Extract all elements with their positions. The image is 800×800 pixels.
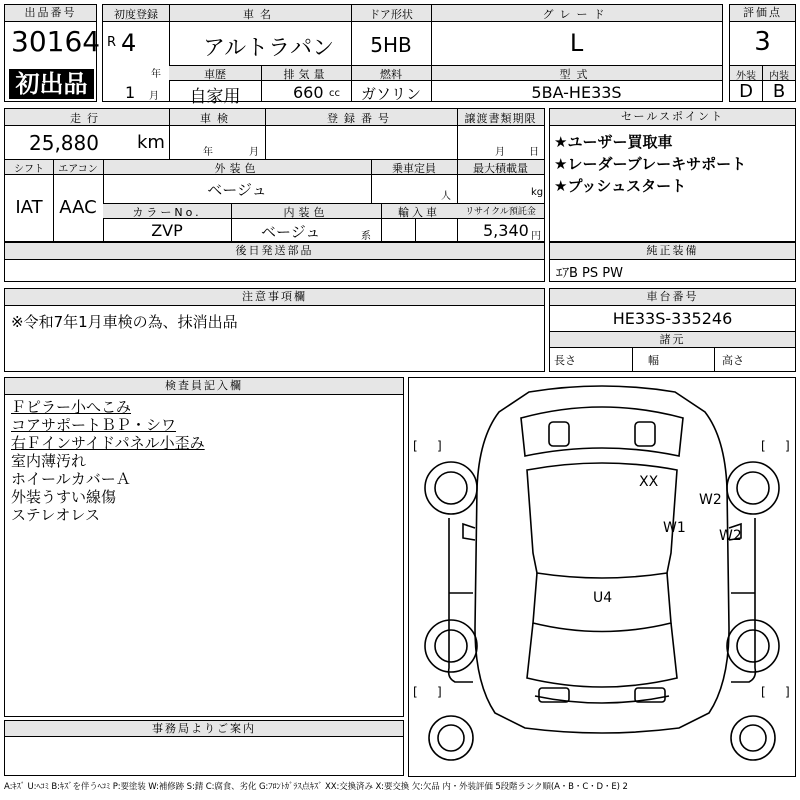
- aircon-value: AAC: [59, 197, 97, 218]
- later-parts-label: 後日発送部品: [5, 243, 544, 260]
- int-score: B: [772, 81, 786, 102]
- legend: A:ｷｽﾞ U:ﾍｺﾐ B:ｷｽﾞを伴うﾍｺﾐ P:要塗装 W:補修跡 S:錆 C:腐食、劣化 G:ﾌﾛﾝﾄｶﾞﾗｽ点ｷｽﾞ XX:交換済み X:要交換 欠:欠品 内・外装評価 5段階ランク順(A・B・C・D・E) 2: [4, 782, 628, 792]
- color-no-value: ZVP: [151, 221, 183, 240]
- svg-text:]: ]: [437, 439, 442, 453]
- aircon-label: エアコン: [58, 164, 98, 175]
- svg-text:[: [: [761, 439, 766, 453]
- chassis-label: 車台番号: [550, 289, 795, 306]
- shift-label: シフト: [14, 164, 44, 175]
- inspector-line-4: 室内薄汚れ: [11, 452, 87, 470]
- transfer-day-unit: 日: [529, 147, 539, 158]
- dim-length: 長さ: [554, 354, 576, 367]
- svg-text:[: [: [413, 439, 418, 453]
- inspector-line-6: 外装うすい線傷: [11, 488, 117, 506]
- reg-label: 初度登録: [114, 8, 158, 21]
- recycle-value: 5,340: [483, 221, 529, 240]
- damage-mark-roof: XX: [639, 474, 659, 490]
- sales-point-3: ★プッシュスタート: [554, 177, 687, 195]
- inspection-label: 車検: [200, 112, 234, 125]
- recycle-label: リサイクル預託金: [465, 207, 536, 217]
- damage-mark-right-pillar: W1: [663, 520, 686, 536]
- recycle-unit: 円: [531, 231, 541, 242]
- int-label: 内装: [769, 71, 789, 82]
- svg-text:]: ]: [437, 685, 442, 699]
- history-label: 車歴: [204, 68, 226, 81]
- sales-point-1: ★ユーザー買取車: [554, 133, 673, 151]
- inspector-line-3: 右Ｆインサイドパネル小歪み: [11, 434, 205, 452]
- car-diagram: [408, 377, 796, 777]
- svg-text:]: ]: [785, 439, 790, 453]
- ext-score: D: [739, 81, 753, 102]
- inspector-line-7: ステレオレス: [11, 506, 100, 524]
- svg-text:[: [: [761, 685, 766, 699]
- notes: [4, 288, 545, 372]
- reg-month: 1: [125, 83, 136, 102]
- reg-month-unit: 月: [149, 91, 159, 102]
- interior-label: 内装色: [283, 206, 329, 219]
- import-label: 輸入車: [398, 206, 440, 219]
- door-label: ドア形状: [369, 8, 413, 21]
- office: [4, 720, 404, 776]
- spec-grid: [102, 4, 723, 107]
- history-value: 自家用: [189, 87, 241, 107]
- first-listing-badge: 初出品: [9, 69, 94, 99]
- inspector-line-5: ホイールカバーＡ: [11, 470, 131, 488]
- interior-suffix: 系: [361, 231, 371, 242]
- svg-text:[: [: [413, 685, 418, 699]
- door-type: 5HB: [370, 33, 412, 57]
- office-label: 事務局よりご案内: [5, 721, 403, 737]
- chassis-value: HE33S-335246: [612, 309, 733, 328]
- damage-mark-right-front: W2: [699, 492, 722, 508]
- equipment-label: 純正装備: [550, 243, 795, 260]
- reg-era: R: [107, 35, 117, 50]
- color-no-label: カラーNo.: [132, 206, 202, 219]
- plate-label: 登録番号: [327, 112, 395, 125]
- fuel-value: ガソリン: [360, 85, 421, 103]
- later-parts: [4, 242, 545, 282]
- chassis: [549, 288, 796, 372]
- displacement-unit: cc: [329, 88, 340, 99]
- load-label: 最大積載量: [473, 162, 528, 175]
- mileage-unit: km: [137, 132, 165, 153]
- lot-number: 30164: [11, 25, 101, 58]
- displacement-label: 排気量: [283, 68, 329, 81]
- ext-label: 外装: [736, 71, 756, 82]
- car-name: アルトラパン: [203, 36, 335, 61]
- score-value: 3: [754, 27, 771, 57]
- svg-text:]: ]: [785, 685, 790, 699]
- grade-label: グレード: [542, 8, 611, 21]
- notes-value: ※令和7年1月車検の為、抹消出品: [11, 313, 238, 331]
- transfer-month-unit: 月: [495, 147, 505, 158]
- mileage-value: 25,880: [29, 131, 99, 155]
- score-label: 評価点: [730, 5, 795, 22]
- car-label: 車名: [243, 8, 277, 21]
- notes-label: 注意事項欄: [5, 289, 544, 306]
- model-value: 5BA-HE33S: [531, 83, 622, 102]
- lot-label: 出品番号: [5, 5, 96, 22]
- damage-mark-center: U4: [593, 590, 613, 606]
- capacity-label: 乗車定員: [392, 162, 436, 175]
- inspector-line-1: Ｆピラー小へこみ: [11, 398, 132, 416]
- car-diagram-svg: [409, 378, 795, 776]
- inspector-line-2: コアサポートＢＰ・シワ: [11, 416, 177, 434]
- equipment-value: ｴｱB PS PW: [556, 266, 623, 281]
- dim-width: 幅: [648, 354, 659, 367]
- inspector: [4, 377, 404, 717]
- sales-point-2: ★レーダーブレーキサポート: [554, 155, 747, 173]
- damage-mark-right-door: W2: [719, 528, 742, 544]
- displacement-value: 660: [293, 83, 324, 102]
- mileage-label: 走行: [70, 112, 104, 125]
- capacity-unit: 人: [441, 191, 451, 202]
- shift-value: IAT: [15, 197, 43, 218]
- dimensions-label: 諸元: [550, 332, 795, 348]
- detail-grid: [4, 108, 545, 242]
- sales-points: [549, 108, 796, 242]
- inspection-year-unit: 年: [203, 147, 213, 158]
- grade-value: L: [569, 29, 584, 57]
- transfer-label: 譲渡書類期限: [464, 112, 537, 125]
- reg-year: 4: [121, 29, 137, 57]
- model-label: 型式: [559, 68, 594, 81]
- inspector-label: 検査員記入欄: [5, 378, 403, 395]
- exterior-value: ベージュ: [207, 181, 267, 199]
- interior-value: ベージュ: [261, 223, 321, 241]
- equipment: [549, 242, 796, 282]
- fuel-label: 燃料: [380, 68, 402, 81]
- lot-box: [4, 4, 101, 102]
- dim-height: 高さ: [722, 354, 744, 367]
- reg-year-unit: 年: [151, 69, 161, 80]
- score-box: [729, 4, 796, 102]
- sales-points-label: セールスポイント: [550, 109, 795, 126]
- exterior-label: 外装色: [214, 162, 260, 175]
- inspection-month-unit: 月: [249, 147, 259, 158]
- load-unit: kg: [531, 187, 544, 198]
